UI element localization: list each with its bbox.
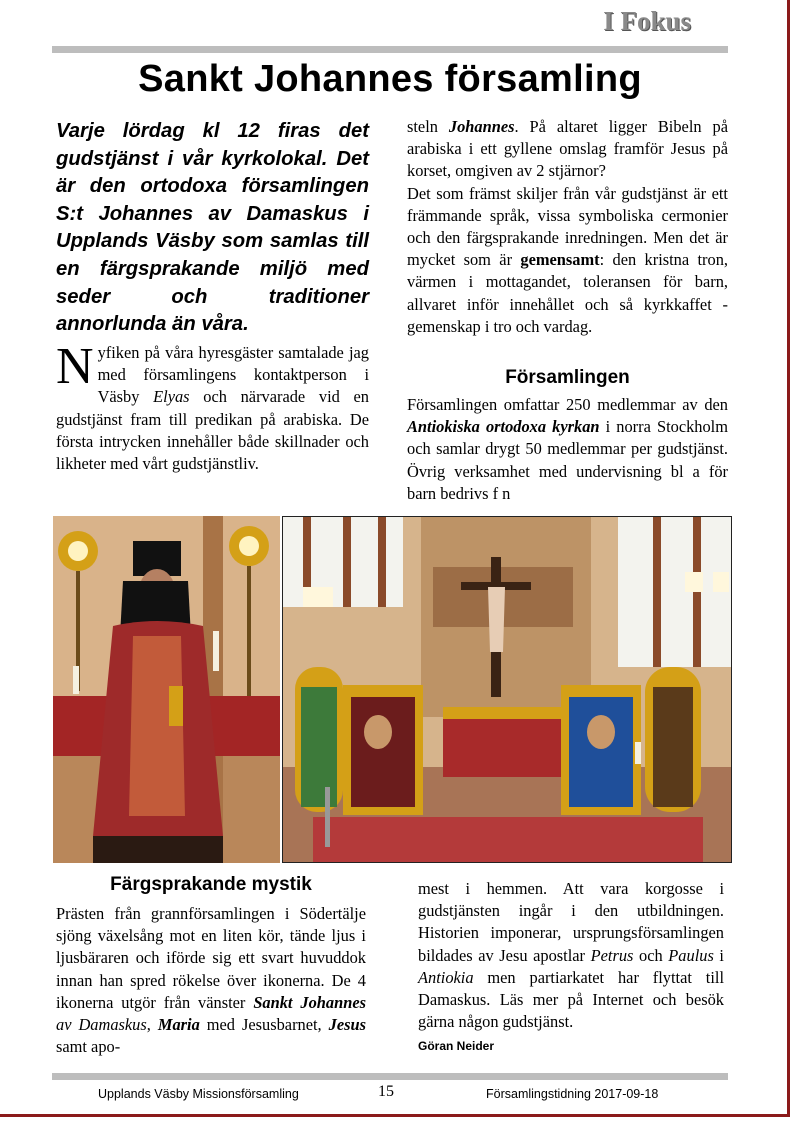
footer-left: Upplands Väsby Missionsförsamling <box>98 1087 299 1101</box>
mystik-paragraph: Prästen från grannförsamlingen i Södertälje sjöng växelsång mot en liten kör, tände ljus i ljusbäraren och iförde sig ett svart huvuddok innan han spred rökelse över ikonerna. De 4 ikonerna utgör från vänster Sankt Johannes av Damaskus, Maria med Jesusbarnet, Jesus samt apo- <box>56 904 366 1057</box>
paragraph: Det som främst skiljer från vår gudstjänst är ett främmande språk, vissa symboliska cermonier och den färgsprakande inredningen. Men det är mycket som är gemensamt: den kristna tron, värmen i mottagandet, toleransen för barn, allvaret inför innehållet och så kyrkkaffet - gemenskap i tro och vardag. <box>407 183 729 336</box>
forsamlingen-paragraph: Församlingen omfattar 250 medlemmar av den Antiokiska ortodoxa kyrkan i norra Stockholm och samlar drygt 50 medlemmar per gudstjänst. Övrig verksamhet med undervisning bl a för barn bedrivs f n <box>407 395 728 503</box>
priest-photo <box>53 516 280 863</box>
church-interior-photo <box>282 516 732 863</box>
intro-paragraph: Nyfiken på våra hyresgäster samtalade jag med församlingens kontaktperson i Väsby Elyas och närvarade vid en gudstjänst fram till predikan på arabiska. De första intrycken innehåller både skillnader och likheter med vårt gudstjänstliv. <box>56 338 369 474</box>
drop-cap: N <box>56 338 94 395</box>
heading-forsamlingen: Församlingen <box>505 367 630 388</box>
section-kicker: I Fokus <box>603 6 691 36</box>
page-title: Sankt Johannes församling <box>138 58 642 100</box>
right-column-bottom <box>418 878 724 1058</box>
author-byline: Göran Neider <box>418 1039 495 1054</box>
lead-paragraph: Varje lördag kl 12 firas det gudstjänst i vår kyrkolokal. Det är den ortodoxa församlingen S:t Johannes av Damaskus i Upplands Väsby som samlas till en färgsprakande miljö med seder och traditioner annorlunda än våra. <box>56 120 369 336</box>
bottom-rule <box>52 1073 728 1080</box>
paragraph: steln Johannes. På altaret ligger Bibeln på arabiska i ett gyllene omslag framför Jesus på korset, omgiven av 2 stjärnor? <box>407 117 728 181</box>
right-column-top <box>407 116 728 338</box>
footer-right: Församlingstidning 2017-09-18 <box>486 1087 659 1101</box>
page-number: 15 <box>378 1083 394 1100</box>
heading-fargsprakande-mystik: Färgsprakande mystik <box>110 874 312 895</box>
top-rule <box>52 46 728 53</box>
paragraph: mest i hemmen. Att vara korgosse i gudstjänsten ingår i den utbildningen. Historien imponerar, ursprungsförsamlingen bildades av Jesu apostlar Petrus och Paulus i Antiokia men partiarkatet har flyttat till Damaskus. Läs mer på Internet och besök gärna någon gudstjänst. <box>418 879 724 1032</box>
